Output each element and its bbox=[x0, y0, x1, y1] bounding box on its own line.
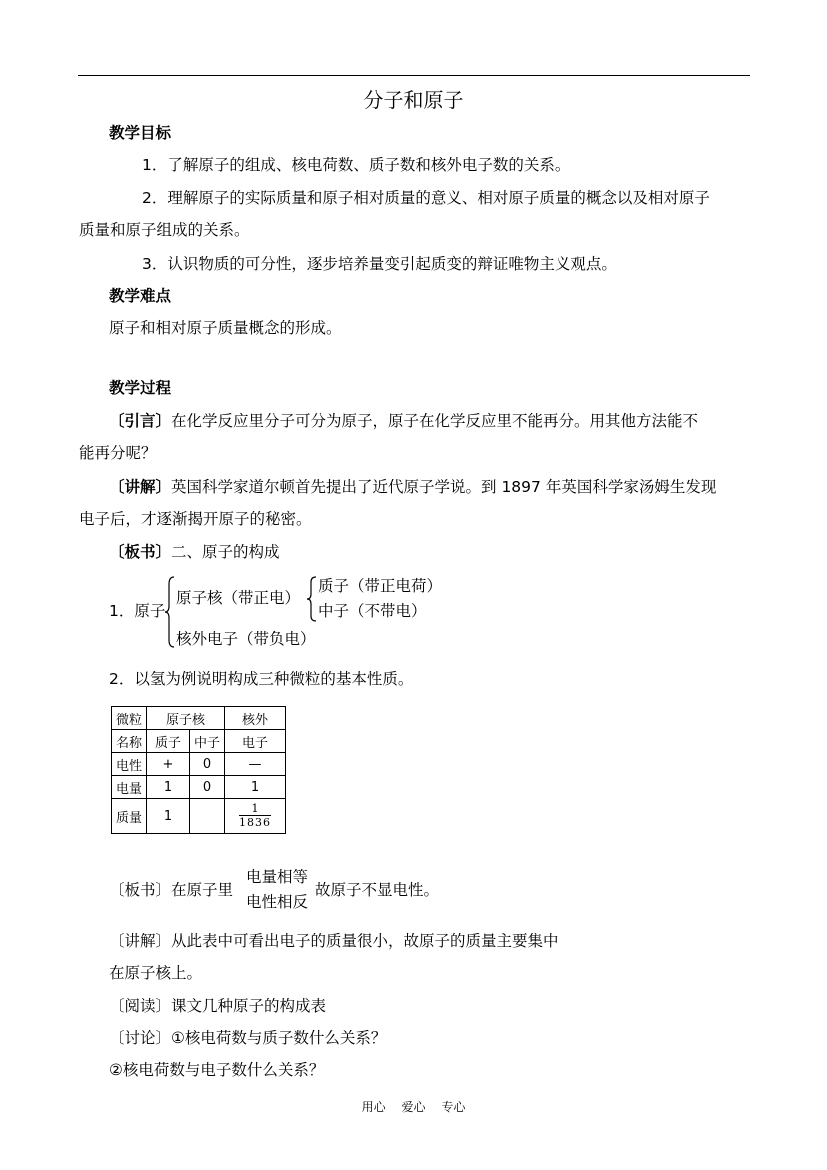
structure-prefix: 1．原子 bbox=[109, 602, 166, 620]
board2-tag: 〔板书〕 bbox=[109, 881, 172, 899]
cell-electron bbox=[225, 799, 286, 834]
lecture1-tag: 〔讲解〕 bbox=[109, 478, 172, 496]
board1-text: 二、原子的构成 bbox=[171, 543, 280, 561]
discussion-tag: 〔讨论〕 bbox=[109, 1029, 172, 1047]
neutron-label: 中子（不带电） bbox=[318, 602, 427, 620]
item-2: 2．以氢为例说明构成三种微粒的基本性质。 bbox=[109, 670, 414, 688]
table-row bbox=[112, 753, 286, 776]
page-footer bbox=[0, 1098, 827, 1115]
lecture2-line-2: 在原子核上。 bbox=[109, 964, 203, 982]
fraction-numerator: 1 bbox=[239, 802, 271, 816]
objective-2: 2．理解原子的实际质量和原子相对质量的意义、相对原子质量的概念以及相对原子 bbox=[142, 189, 710, 207]
board2-top: 电量相等 bbox=[246, 868, 309, 886]
particle-properties-table bbox=[111, 706, 286, 834]
difficulty-text: 原子和相对原子质量概念的形成。 bbox=[109, 319, 342, 337]
th-neutron: 中子 bbox=[190, 730, 225, 753]
th-electron-top: 核外 bbox=[225, 707, 286, 730]
lecture1-line-1 bbox=[109, 477, 716, 497]
discussion-line bbox=[109, 1028, 386, 1048]
board2-lead bbox=[109, 880, 233, 900]
cell-proton: + bbox=[147, 753, 190, 776]
objectives-heading: 教学目标 bbox=[109, 124, 172, 142]
fraction-denominator: 1836 bbox=[239, 816, 271, 829]
intro-tag: 〔引言〕 bbox=[109, 412, 172, 430]
th-particle-bottom: 名称 bbox=[112, 730, 147, 753]
th-particle-top: 微粒 bbox=[112, 707, 147, 730]
objective-3: 3．认识物质的可分性，逐步培养量变引起质变的辩证唯物主义观点。 bbox=[142, 255, 617, 273]
intro-line-2: 能再分呢？ bbox=[79, 444, 157, 462]
page-title: 分子和原子 bbox=[363, 88, 464, 112]
reading-tag: 〔阅读〕 bbox=[109, 997, 172, 1015]
footer-word: 爱心 bbox=[401, 1100, 426, 1114]
cell-electron: — bbox=[225, 753, 286, 776]
cell-neutron: 0 bbox=[190, 753, 225, 776]
intro-text: 在化学反应里分子可分为原子，原子在化学反应里不能再分。用其他方法能不 bbox=[171, 412, 699, 430]
electron-label: 核外电子（带负电） bbox=[176, 630, 316, 648]
lecture1-text: 英国科学家道尔顿首先提出了近代原子学说。到 1897 年英国科学家汤姆生发现 bbox=[171, 478, 717, 496]
board2-bottom: 电性相反 bbox=[246, 893, 309, 911]
table-row bbox=[112, 776, 286, 799]
header-rule bbox=[78, 75, 750, 76]
th-electron-bottom: 电子 bbox=[225, 730, 286, 753]
lecture2-text: 从此表中可看出电子的质量很小，故原子的质量主要集中 bbox=[171, 932, 559, 950]
right-brace bbox=[306, 576, 318, 622]
board2-after: 故原子不显电性。 bbox=[315, 881, 440, 899]
difficulty-heading: 教学难点 bbox=[109, 287, 172, 305]
th-nucleus: 原子核 bbox=[147, 707, 225, 730]
cell-neutron: 0 bbox=[190, 776, 225, 799]
row-label: 电量 bbox=[112, 776, 147, 799]
cell-neutron bbox=[190, 799, 225, 834]
question-2: ②核电荷数与电子数什么关系？ bbox=[109, 1061, 325, 1079]
left-brace bbox=[164, 576, 176, 648]
process-heading: 教学过程 bbox=[109, 379, 172, 397]
board1-tag: 〔板书〕 bbox=[109, 543, 172, 561]
electron-mass-fraction bbox=[239, 802, 271, 829]
row-label: 电性 bbox=[112, 753, 147, 776]
cell-proton: 1 bbox=[147, 799, 190, 834]
nucleus-label: 原子核（带正电） bbox=[176, 589, 301, 607]
table-row bbox=[112, 799, 286, 834]
lecture1-line-2: 电子后，才逐渐揭开原子的秘密。 bbox=[79, 510, 312, 528]
row-label: 质量 bbox=[112, 799, 147, 834]
board1-line bbox=[109, 542, 280, 562]
objective-2-cont: 质量和原子组成的关系。 bbox=[79, 221, 250, 239]
footer-word: 用心 bbox=[361, 1100, 386, 1114]
proton-label: 质子（带正电荷） bbox=[318, 577, 443, 595]
cell-proton: 1 bbox=[147, 776, 190, 799]
discussion-text: ①核电荷数与质子数什么关系？ bbox=[171, 1029, 387, 1047]
intro-line-1 bbox=[109, 411, 698, 431]
reading-line bbox=[109, 996, 326, 1016]
lecture2-line-1 bbox=[109, 931, 559, 951]
objective-1: 1．了解原子的组成、核电荷数、质子数和核外电子数的关系。 bbox=[142, 156, 571, 174]
cell-electron: 1 bbox=[225, 776, 286, 799]
reading-text: 课文几种原子的构成表 bbox=[171, 997, 327, 1015]
board2-before: 在原子里 bbox=[171, 881, 234, 899]
lecture2-tag: 〔讲解〕 bbox=[109, 932, 172, 950]
footer-word: 专心 bbox=[441, 1100, 466, 1114]
th-proton: 质子 bbox=[147, 730, 190, 753]
